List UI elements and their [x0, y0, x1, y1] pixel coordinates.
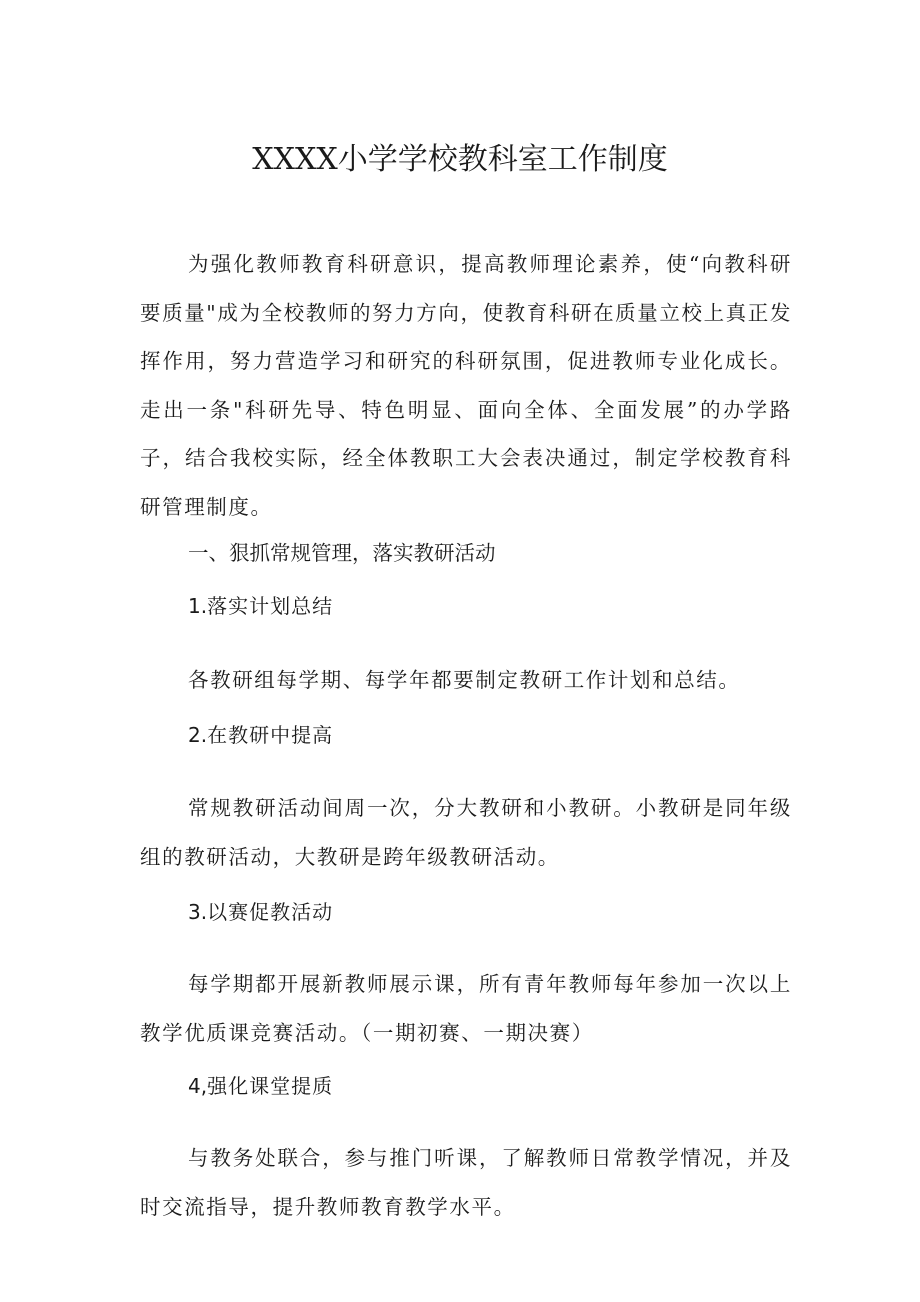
item-2-title-text: 在教研中提高	[207, 723, 334, 747]
section-heading: 一、狠抓常规管理，落实教研活动	[188, 541, 496, 565]
item-4-body: 与教务处联合，参与推门听课，了解教师日常教学情况，并及时交流指导，提升教师教育教学水平。	[140, 1146, 792, 1219]
item-4-number: 4,	[188, 1074, 208, 1098]
item-3-number: 3.	[188, 900, 208, 924]
item-1-title-text: 落实计划总结	[207, 594, 334, 618]
item-2-number: 2.	[188, 723, 208, 747]
item-1-number: 1.	[188, 594, 208, 618]
item-2-title	[188, 720, 333, 750]
item-3-title-text: 以赛促教活动	[207, 900, 334, 924]
item-1-body: 各教研组每学期、每学年都要制定教研工作计划和总结。	[188, 668, 741, 692]
item-3-body: 每学期都开展新教师展示课，所有青年教师每年参加一次以上教学优质课竞赛活动。（一期初赛、一期决赛）	[140, 972, 792, 1045]
item-2-body: 常规教研活动间周一次，分大教研和小教研。小教研是同年级组的教研活动，大教研是跨年级教研活动。	[140, 796, 792, 869]
item-1-title	[188, 591, 333, 621]
item-4-title-text: 强化课堂提质	[207, 1074, 334, 1098]
item-4-title	[188, 1071, 333, 1101]
intro-paragraph: 为强化教师教育科研意识，提高教师理论素养，使“向教科研要质量"成为全校教师的努力方向，使教育科研在质量立校上真正发挥作用，努力营造学习和研究的科研氛围，促进教师专业化成长。走出一条"科研先导、特色明显、面向全体、全面发展”的办学路子，结合我校实际，经全体教职工大会表决通过，制定学校教育科研管理制度。	[140, 252, 792, 519]
document-title: XXXX小学学校教科室工作制度	[252, 142, 668, 177]
item-3-title	[188, 897, 333, 927]
